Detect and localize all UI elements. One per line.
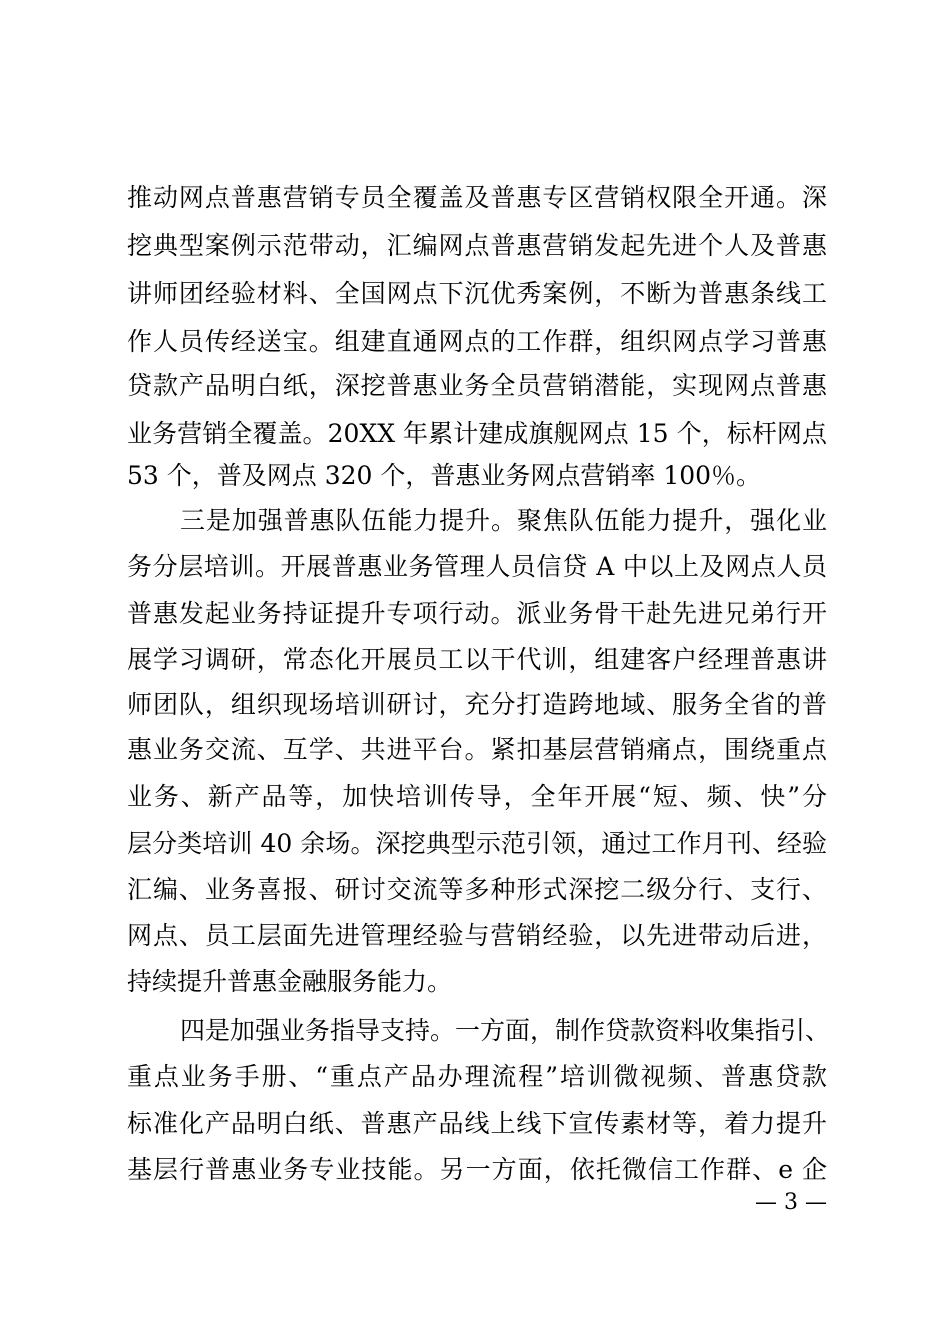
text-line: 惠业务交流、互学、共进平台。紧扣基层营销痛点，围绕重点 bbox=[127, 735, 827, 764]
text-line: 讲师团经验材料、全国网点下沉优秀案例，不断为普惠条线工 bbox=[127, 279, 827, 308]
text-line: 普惠发起业务持证提升专项行动。派业务骨干赴先进兄弟行开 bbox=[127, 599, 827, 628]
text-line: 务分层培训。开展普惠业务管理人员信贷 A 中以上及网点人员 bbox=[127, 552, 827, 581]
text-line: 展学习调研，常态化开展员工以干代训，组建客户经理普惠讲 bbox=[127, 645, 827, 674]
text-line: 挖典型案例示范带动，汇编网点普惠营销发起先进个人及普惠 bbox=[127, 231, 827, 260]
text-line: 基层行普惠业务专业技能。另一方面，依托微信工作群、e 企 bbox=[127, 1155, 827, 1184]
text-line: 作人员传经送宝。组建直通网点的工作群，组织网点学习普惠 bbox=[127, 327, 827, 356]
page-number: — 3 — bbox=[755, 1190, 827, 1215]
text-line: 层分类培训 40 余场。深挖典型示范引领，通过工作月刊、经验 bbox=[127, 829, 827, 858]
text-line: 业务、新产品等，加快培训传导，全年开展“短、频、快”分 bbox=[127, 782, 827, 811]
text-line: 53 个，普及网点 320 个，普惠业务网点营销率 100％。 bbox=[127, 461, 762, 490]
text-line: 重点业务手册、“重点产品办理流程”培训微视频、普惠贷款 bbox=[127, 1062, 827, 1091]
paragraph-start-line: 四是加强业务指导支持。一方面，制作贷款资料收集指引、 bbox=[180, 1016, 831, 1045]
paragraph-start-line: 三是加强普惠队伍能力提升。聚焦队伍能力提升，强化业 bbox=[180, 506, 827, 535]
text-line: 汇编、业务喜报、研讨交流等多种形式深挖二级分行、支行、 bbox=[127, 875, 827, 904]
text-line: 师团队，组织现场培训研讨，充分打造跨地域、服务全省的普 bbox=[127, 690, 827, 719]
text-line: 业务营销全覆盖。20XX 年累计建成旗舰网点 15 个，标杆网点 bbox=[127, 419, 827, 448]
text-line: 标准化产品明白纸、普惠产品线上线下宣传素材等，着力提升 bbox=[127, 1109, 827, 1138]
text-line: 推动网点普惠营销专员全覆盖及普惠专区营销权限全开通。深 bbox=[127, 183, 827, 212]
text-line: 持续提升普惠金融服务能力。 bbox=[127, 967, 453, 996]
text-line: 贷款产品明白纸，深挖普惠业务全员营销潜能，实现网点普惠 bbox=[127, 371, 827, 400]
text-line: 网点、员工层面先进管理经验与营销经验，以先进带动后进， bbox=[127, 921, 827, 950]
